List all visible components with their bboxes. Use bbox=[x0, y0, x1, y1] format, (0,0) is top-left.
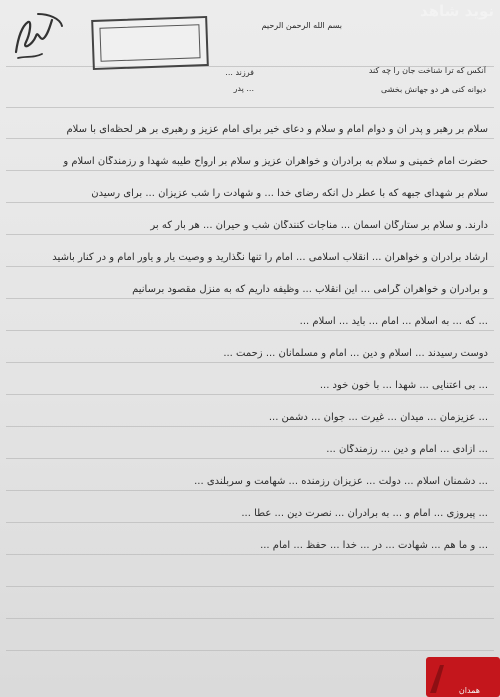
ruled-line bbox=[6, 266, 494, 267]
letter-body-line: سلام بر رهبر و پدر ان و دوام امام و سلام و دعای خیر برای امام عزیز و رهبری بر هر لحظه‌ای با سلام bbox=[66, 124, 488, 135]
ruled-line bbox=[6, 138, 494, 139]
ruled-line bbox=[6, 170, 494, 171]
ruled-line bbox=[6, 362, 494, 363]
letter-body-line: ... پیروزی ... امام و ... به برادران ... نصرت دین ... عطا ... bbox=[241, 508, 488, 519]
letter-body-line: سلام بر شهدای جبهه که با عطر دل آنکه رضای خدا ... و شهادت را شب عزیزان ... برای رسیدن bbox=[91, 188, 488, 199]
ruled-line bbox=[6, 394, 494, 395]
ruled-line bbox=[6, 586, 494, 587]
letter-body-line: ... که ... به اسلام ... امام ... باید ... اسلام ... bbox=[299, 316, 488, 327]
letter-body-line: ... و ما هم ... شهادت ... در ... خدا ... حفظ ... امام ... bbox=[260, 540, 488, 551]
letter-body-line: ارشاد برادران و خواهران ... انقلاب اسلامی ... امام را تنها نگذارید و وصیت یار و یاور امام و در کنار باشید bbox=[52, 252, 488, 263]
bismillah: بسم الله الرحمن الرحیم bbox=[261, 21, 342, 30]
ruled-line bbox=[6, 458, 494, 459]
ruled-line bbox=[6, 426, 494, 427]
letter-body-line: ... دشمنان اسلام ... دولت ... عزیزان رزمنده ... شهامت و سربلندی ... bbox=[194, 476, 488, 487]
logo-text: نوید شاهد bbox=[419, 2, 494, 20]
letter-body-line: ... عزیزمان ... میدان ... غیرت ... جوان ... دشمن ... bbox=[268, 412, 488, 423]
ruled-line bbox=[6, 298, 494, 299]
stamp-caption-1: فرزند ... bbox=[225, 68, 254, 77]
ruled-line bbox=[6, 554, 494, 555]
handwritten-signature bbox=[8, 8, 68, 68]
letter-body-line: حضرت امام خمینی و سلام به برادران و خواهران عزیز و سلام بر ارواح طیبه شهدا و رزمندگان اسلام و bbox=[63, 156, 488, 167]
letter-body-line: دارند. و سلام بر ستارگان آسمان ... مناجات کنندگان شب و حیران ... هر بار که بر bbox=[150, 220, 488, 231]
letter-body-line: و برادران و خواهران گرامی ... این انقلاب ... وظیفه داریم که به منزل مقصود برسانیم bbox=[132, 284, 488, 295]
letter-body-line: ... بی اعتنایی ... شهدا ... با خون خود ... bbox=[319, 380, 488, 391]
recipient-line-1: آنکس که ترا شناخت جان را چه کند bbox=[368, 66, 486, 75]
ruled-line bbox=[6, 202, 494, 203]
stamp-caption-2: ... پدر bbox=[233, 84, 254, 93]
ruled-line bbox=[6, 490, 494, 491]
ruled-line bbox=[6, 234, 494, 235]
ruled-line bbox=[6, 107, 494, 108]
logo-subtext: همدان bbox=[458, 686, 480, 695]
recipient-line-2: دیوانه کنی هر دو جهانش بخشی bbox=[380, 85, 486, 94]
ruled-line bbox=[6, 650, 494, 651]
ruled-line bbox=[6, 330, 494, 331]
letter-body-line: دوست رسیدند ... اسلام و دین ... امام و مسلمانان ... زحمت ... bbox=[223, 348, 488, 359]
ruled-line bbox=[6, 522, 494, 523]
ruled-line bbox=[6, 618, 494, 619]
letter-body-line: ... آزادی ... امام و دین ... رزمندگان ... bbox=[326, 444, 488, 455]
